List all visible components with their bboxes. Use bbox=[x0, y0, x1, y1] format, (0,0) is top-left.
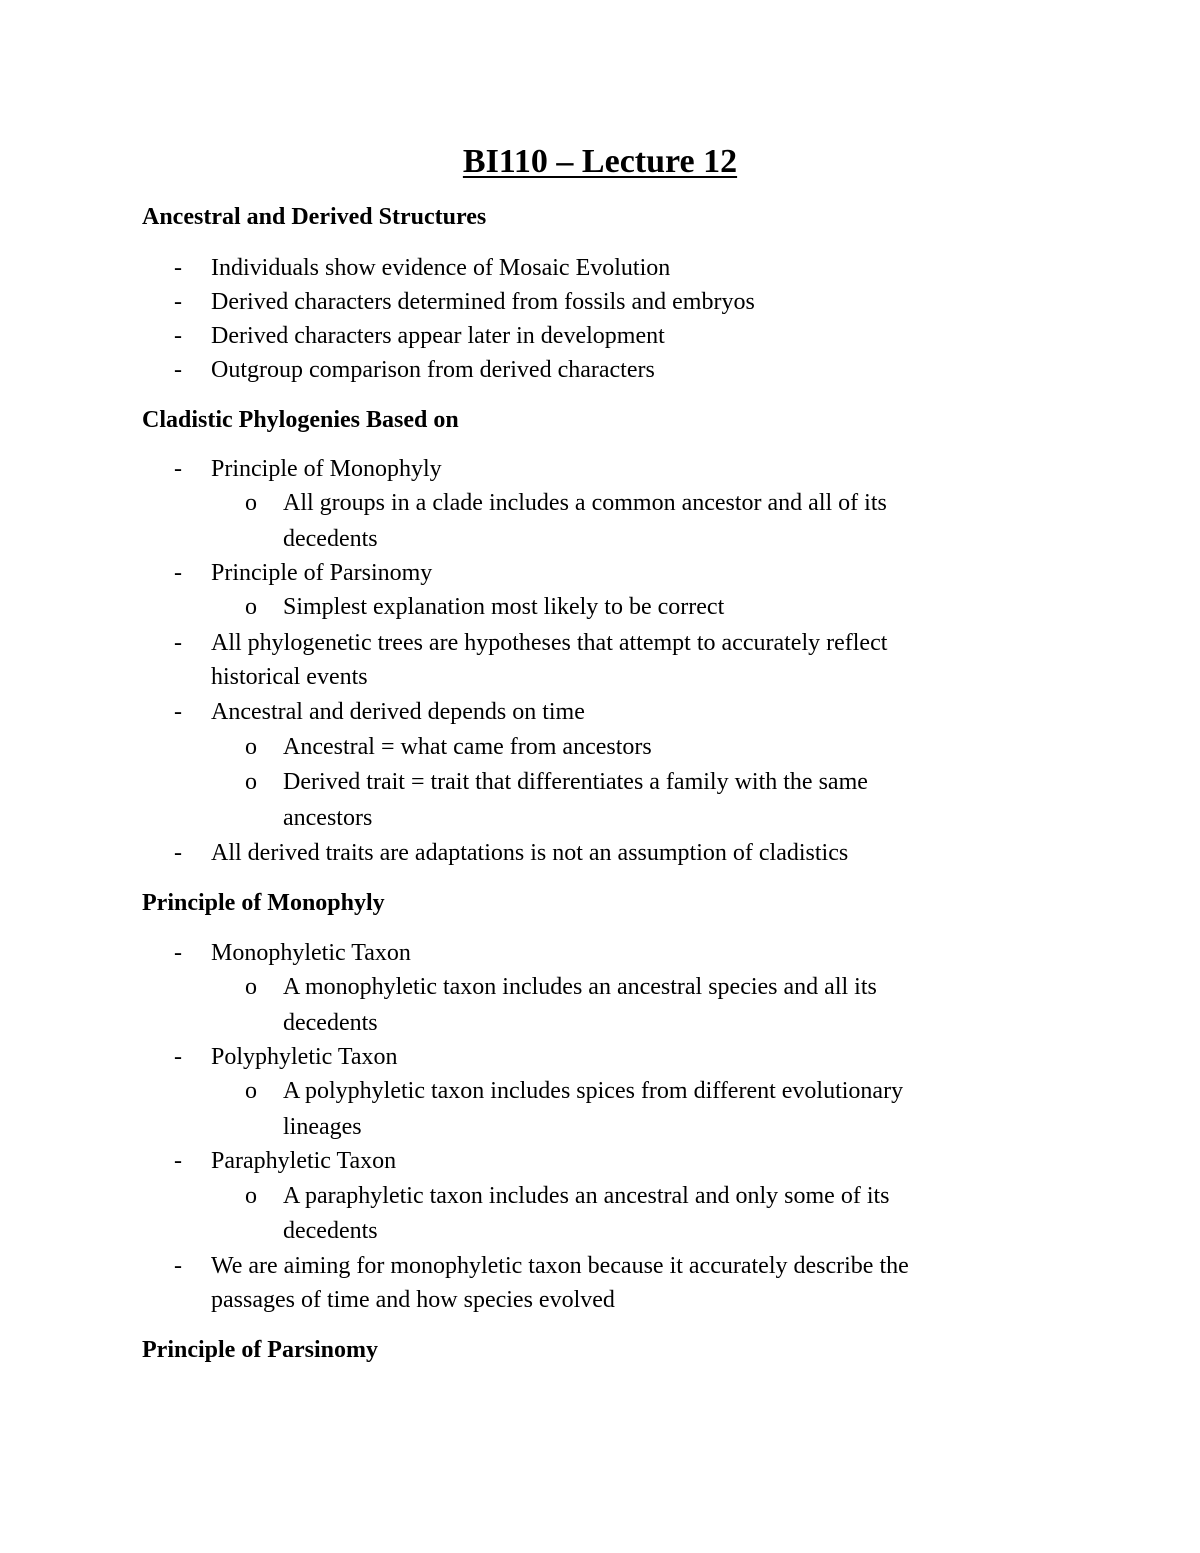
sub-bullet-item: A paraphyletic taxon includes an ancestral and only some of its bbox=[283, 1183, 890, 1209]
bullet-item: Individuals show evidence of Mosaic Evolution bbox=[211, 255, 671, 281]
sub-bullet-item-continuation: decedents bbox=[283, 526, 378, 552]
bullet-dash: - bbox=[174, 630, 182, 656]
sub-bullet-item-continuation: decedents bbox=[283, 1010, 378, 1036]
section-heading: Principle of Monophyly bbox=[142, 890, 385, 916]
bullet-item: Derived characters determined from fossils and embryos bbox=[211, 289, 755, 315]
bullet-item: Ancestral and derived depends on time bbox=[211, 699, 585, 725]
sub-bullet-item-continuation: decedents bbox=[283, 1218, 378, 1244]
bullet-dash: - bbox=[174, 1044, 182, 1070]
sub-bullet-circle: o bbox=[245, 490, 257, 516]
sub-bullet-item: All groups in a clade includes a common ancestor and all of its bbox=[283, 490, 887, 516]
bullet-dash: - bbox=[174, 1148, 182, 1174]
sub-bullet-circle: o bbox=[245, 594, 257, 620]
bullet-item: Derived characters appear later in development bbox=[211, 323, 665, 349]
document-title-text: BI110 – Lecture 12 bbox=[462, 143, 738, 180]
sub-bullet-item: A polyphyletic taxon includes spices from different evolutionary bbox=[283, 1078, 904, 1104]
bullet-item-continuation: passages of time and how species evolved bbox=[211, 1287, 615, 1313]
bullet-dash: - bbox=[174, 357, 182, 383]
bullet-item: All derived traits are adaptations is not an assumption of cladistics bbox=[211, 840, 849, 866]
bullet-dash: - bbox=[174, 255, 182, 281]
document-title bbox=[0, 140, 1200, 184]
sub-bullet-item: Simplest explanation most likely to be correct bbox=[283, 594, 725, 620]
bullet-dash: - bbox=[174, 840, 182, 866]
bullet-item: All phylogenetic trees are hypotheses that attempt to accurately reflect bbox=[211, 630, 888, 656]
bullet-item: Paraphyletic Taxon bbox=[211, 1148, 397, 1174]
bullet-dash: - bbox=[174, 1253, 182, 1279]
sub-bullet-circle: o bbox=[245, 769, 257, 795]
bullet-item: Principle of Monophyly bbox=[211, 456, 442, 482]
sub-bullet-circle: o bbox=[245, 974, 257, 1000]
sub-bullet-item: Derived trait = trait that differentiates a family with the same bbox=[283, 769, 868, 795]
sub-bullet-item-continuation: ancestors bbox=[283, 805, 373, 831]
section-heading: Ancestral and Derived Structures bbox=[142, 204, 487, 230]
bullet-dash: - bbox=[174, 940, 182, 966]
bullet-item: Monophyletic Taxon bbox=[211, 940, 411, 966]
bullet-item: Outgroup comparison from derived characters bbox=[211, 357, 655, 383]
section-heading: Cladistic Phylogenies Based on bbox=[142, 407, 459, 433]
bullet-dash: - bbox=[174, 323, 182, 349]
bullet-item: Polyphyletic Taxon bbox=[211, 1044, 398, 1070]
bullet-dash: - bbox=[174, 289, 182, 315]
sub-bullet-circle: o bbox=[245, 1078, 257, 1104]
bullet-dash: - bbox=[174, 560, 182, 586]
bullet-dash: - bbox=[174, 699, 182, 725]
bullet-item: Principle of Parsinomy bbox=[211, 560, 433, 586]
sub-bullet-item-continuation: lineages bbox=[283, 1114, 362, 1140]
sub-bullet-circle: o bbox=[245, 734, 257, 760]
bullet-item: We are aiming for monophyletic taxon because it accurately describe the bbox=[211, 1253, 909, 1279]
section-heading: Principle of Parsinomy bbox=[142, 1337, 378, 1363]
sub-bullet-item: A monophyletic taxon includes an ancestral species and all its bbox=[283, 974, 877, 1000]
sub-bullet-item: Ancestral = what came from ancestors bbox=[283, 734, 652, 760]
sub-bullet-circle: o bbox=[245, 1183, 257, 1209]
bullet-dash: - bbox=[174, 456, 182, 482]
bullet-item-continuation: historical events bbox=[211, 664, 368, 690]
